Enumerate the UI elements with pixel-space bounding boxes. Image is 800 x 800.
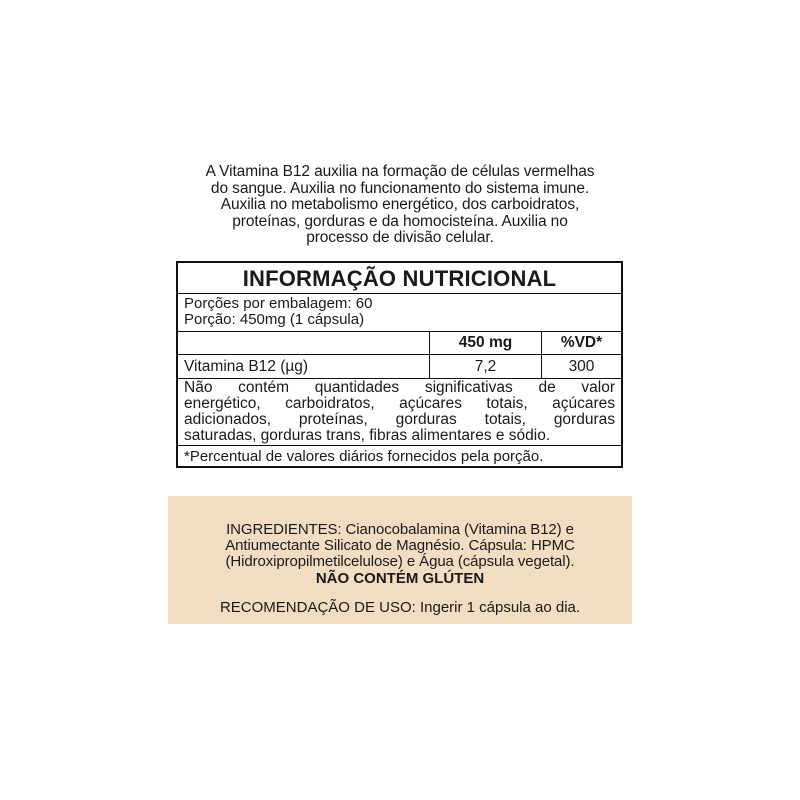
header-amount: 450 mg xyxy=(430,332,542,354)
description-line: processo de divisão celular. xyxy=(306,229,494,246)
serving-info xyxy=(178,294,621,332)
description-line: proteínas, gorduras e da homocisteína. Auxilia no xyxy=(232,212,568,230)
ingredients-line: Antiumectante Silicato de Magnésio. Cápsula: HPMC xyxy=(225,537,575,554)
usage-recommendation: RECOMENDAÇÃO DE USO: Ingerir 1 cápsula ao dia. xyxy=(219,599,581,616)
ingredients-line: (Hidroxipropilmetilcelulose) e Água (cápsula vegetal). xyxy=(225,553,575,570)
product-description xyxy=(160,164,640,247)
serving-size: Porção: 450mg (1 cápsula) xyxy=(184,311,365,328)
disclaimer-line: Não contém quantidades significativas de valor xyxy=(184,379,615,396)
header-daily-value: %VD* xyxy=(560,334,603,351)
disclaimer-line: adicionados, proteínas, gorduras totais, gorduras xyxy=(184,411,615,428)
table-header-row xyxy=(178,332,621,355)
nutrition-facts-table xyxy=(176,261,623,468)
description-line: do sangue. Auxilia no funcionamento do sistema imune. xyxy=(210,179,590,197)
disclaimer-line: saturadas, gorduras trans, fibras alimentares e sódio. xyxy=(184,427,551,444)
ingredients-line: INGREDIENTES: Cianocobalamina (Vitamina B12) e xyxy=(226,521,574,538)
ingredients-text xyxy=(168,522,632,570)
table-row xyxy=(178,355,621,379)
ingredients-panel xyxy=(168,496,632,624)
servings-per-package: Porções por embalagem: 60 xyxy=(184,295,373,312)
nutrition-disclaimer xyxy=(178,379,621,446)
disclaimer-line: energético, carboidratos, açúcares totais, açúcares xyxy=(184,395,615,412)
header-nutrient xyxy=(178,332,430,354)
description-line: A Vitamina B12 auxilia na formação de células vermelhas xyxy=(205,163,595,180)
nutrition-title: INFORMAÇÃO NUTRICIONAL xyxy=(178,263,621,294)
nutrient-amount: 7,2 xyxy=(430,355,542,378)
daily-value-footnote: *Percentual de valores diários fornecidos pela porção. xyxy=(184,448,544,465)
nutrient-name: Vitamina B12 (µg) xyxy=(178,355,430,378)
nutrient-daily-value: 300 xyxy=(568,357,595,375)
gluten-warning: NÃO CONTÉM GLÚTEN xyxy=(315,570,485,587)
description-line: Auxilia no metabolismo energético, dos carboidratos, xyxy=(220,196,580,213)
